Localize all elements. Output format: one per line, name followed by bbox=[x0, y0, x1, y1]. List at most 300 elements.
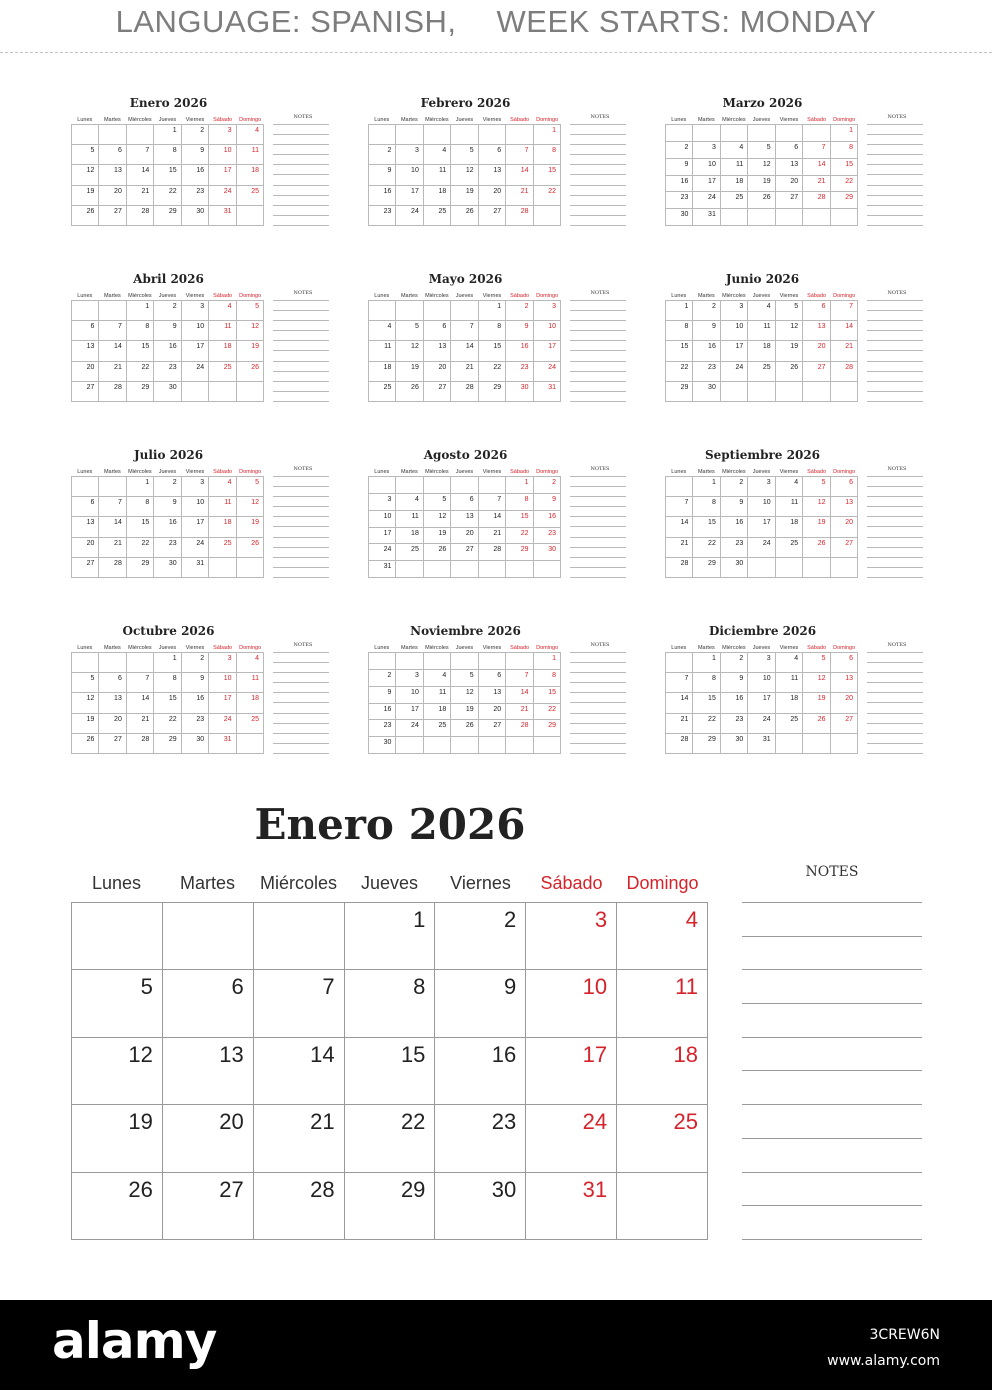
day-cell: 16 bbox=[693, 341, 720, 361]
day-cell: 18 bbox=[424, 186, 451, 206]
day-cell bbox=[163, 903, 254, 970]
day-cell: 8 bbox=[154, 145, 181, 165]
notes-lines bbox=[867, 476, 923, 578]
day-cell: 28 bbox=[99, 382, 126, 402]
day-cell: 6 bbox=[776, 142, 803, 159]
notes-lines bbox=[570, 124, 626, 226]
day-cell: 16 bbox=[182, 165, 209, 185]
weekday-label: Domingo bbox=[536, 469, 559, 475]
day-cell: 29 bbox=[666, 382, 693, 402]
note-line bbox=[867, 300, 923, 301]
day-cell bbox=[451, 737, 478, 754]
note-line bbox=[273, 340, 329, 341]
day-cell: 25 bbox=[396, 544, 423, 561]
month-title: Mayo 2026 bbox=[428, 272, 503, 286]
note-line bbox=[867, 350, 923, 351]
note-line bbox=[570, 371, 626, 372]
day-cell: 27 bbox=[72, 558, 99, 578]
weekday-label: Viernes bbox=[185, 117, 205, 123]
day-cell: 29 bbox=[127, 558, 154, 578]
note-line bbox=[570, 185, 626, 186]
day-cell: 25 bbox=[424, 206, 451, 226]
day-cell: 28 bbox=[479, 544, 506, 561]
day-cell: 11 bbox=[776, 673, 803, 693]
day-cell: 31 bbox=[182, 558, 209, 578]
day-cell: 7 bbox=[99, 497, 126, 517]
day-cell: 18 bbox=[748, 341, 775, 361]
day-cell: 2 bbox=[154, 477, 181, 497]
day-cell: 17 bbox=[748, 693, 775, 713]
day-cell: 15 bbox=[534, 687, 561, 704]
weekday-label: Lunes bbox=[671, 645, 687, 651]
day-cell bbox=[479, 653, 506, 670]
day-cell: 28 bbox=[666, 734, 693, 754]
day-cell: 28 bbox=[506, 720, 533, 737]
day-cell: 21 bbox=[666, 538, 693, 558]
notes-label: NOTES bbox=[293, 466, 313, 472]
alamy-logo: alamy bbox=[52, 1312, 217, 1370]
month-calendar bbox=[368, 272, 626, 412]
day-cell: 6 bbox=[831, 477, 858, 497]
note-line bbox=[273, 496, 329, 497]
notes-lines bbox=[273, 652, 329, 754]
note-line bbox=[570, 215, 626, 216]
day-cell: 26 bbox=[72, 206, 99, 226]
weekday-label: Lunes bbox=[671, 469, 687, 475]
note-line bbox=[273, 134, 329, 135]
month-title: Febrero 2026 bbox=[420, 96, 511, 110]
note-line bbox=[570, 174, 626, 175]
note-line bbox=[570, 577, 626, 578]
note-line bbox=[867, 185, 923, 186]
notes-label: NOTES bbox=[590, 466, 610, 472]
month-grid bbox=[71, 476, 264, 578]
day-cell: 22 bbox=[127, 538, 154, 558]
day-cell: 26 bbox=[72, 734, 99, 754]
day-cell: 4 bbox=[424, 145, 451, 165]
weekday-header bbox=[665, 469, 858, 475]
day-cell bbox=[99, 125, 126, 145]
day-cell: 14 bbox=[127, 165, 154, 185]
day-cell: 3 bbox=[396, 145, 423, 165]
weekday-label: Jueves bbox=[455, 469, 474, 475]
day-cell: 1 bbox=[506, 477, 533, 494]
day-cell: 4 bbox=[237, 653, 264, 673]
day-cell: 29 bbox=[345, 1173, 436, 1240]
day-cell: 9 bbox=[666, 159, 693, 176]
weekday-label: Martes bbox=[697, 293, 715, 299]
note-line bbox=[273, 476, 329, 477]
note-line bbox=[273, 753, 329, 754]
day-cell: 11 bbox=[721, 159, 748, 176]
note-line bbox=[867, 506, 923, 507]
weekday-label: Martes bbox=[103, 293, 121, 299]
day-cell: 11 bbox=[209, 497, 236, 517]
note-line bbox=[273, 215, 329, 216]
day-cell: 18 bbox=[617, 1038, 708, 1105]
day-cell: 3 bbox=[526, 903, 617, 970]
day-cell bbox=[617, 1173, 708, 1240]
day-cell: 15 bbox=[506, 511, 533, 528]
day-cell: 27 bbox=[479, 206, 506, 226]
note-line bbox=[867, 381, 923, 382]
day-cell: 20 bbox=[163, 1105, 254, 1172]
day-cell: 12 bbox=[776, 321, 803, 341]
note-line bbox=[570, 506, 626, 507]
day-cell: 9 bbox=[154, 497, 181, 517]
note-line bbox=[273, 567, 329, 568]
day-cell: 25 bbox=[776, 538, 803, 558]
note-line bbox=[570, 225, 626, 226]
note-line bbox=[867, 672, 923, 673]
day-cell: 10 bbox=[534, 321, 561, 341]
day-cell: 16 bbox=[721, 693, 748, 713]
weekday-label: Miércoles bbox=[722, 293, 746, 299]
day-cell bbox=[831, 209, 858, 226]
note-line bbox=[273, 401, 329, 402]
day-cell: 22 bbox=[479, 362, 506, 382]
day-cell: 6 bbox=[479, 670, 506, 687]
day-cell: 1 bbox=[127, 477, 154, 497]
day-cell: 5 bbox=[72, 673, 99, 693]
day-cell bbox=[254, 903, 345, 970]
day-cell: 22 bbox=[534, 704, 561, 721]
day-cell bbox=[534, 561, 561, 578]
day-cell: 30 bbox=[182, 206, 209, 226]
day-cell bbox=[748, 125, 775, 142]
day-cell: 13 bbox=[803, 321, 830, 341]
weekday-label: Viernes bbox=[185, 645, 205, 651]
day-cell: 17 bbox=[182, 341, 209, 361]
day-cell: 22 bbox=[127, 362, 154, 382]
note-line bbox=[570, 526, 626, 527]
day-cell: 8 bbox=[666, 321, 693, 341]
day-cell: 9 bbox=[369, 165, 396, 185]
weekday-label: Jueves bbox=[752, 293, 771, 299]
day-cell bbox=[506, 653, 533, 670]
note-line bbox=[273, 537, 329, 538]
day-cell: 13 bbox=[424, 341, 451, 361]
day-cell: 12 bbox=[803, 497, 830, 517]
day-cell bbox=[748, 209, 775, 226]
day-cell: 26 bbox=[72, 1173, 163, 1240]
note-line bbox=[867, 496, 923, 497]
day-cell: 19 bbox=[72, 714, 99, 734]
month-title: Diciembre 2026 bbox=[708, 624, 817, 638]
note-line bbox=[570, 361, 626, 362]
day-cell: 23 bbox=[721, 714, 748, 734]
day-cell: 26 bbox=[748, 192, 775, 209]
day-cell bbox=[721, 382, 748, 402]
day-cell: 3 bbox=[748, 477, 775, 497]
day-cell: 24 bbox=[534, 362, 561, 382]
day-cell bbox=[534, 737, 561, 754]
day-cell: 29 bbox=[693, 558, 720, 578]
day-cell: 7 bbox=[99, 321, 126, 341]
day-cell: 7 bbox=[127, 145, 154, 165]
day-cell: 17 bbox=[748, 517, 775, 537]
day-cell: 20 bbox=[99, 714, 126, 734]
day-cell: 23 bbox=[435, 1105, 526, 1172]
notes-lines bbox=[867, 300, 923, 402]
day-cell: 9 bbox=[154, 321, 181, 341]
day-cell: 10 bbox=[396, 687, 423, 704]
note-line bbox=[273, 300, 329, 301]
day-cell: 8 bbox=[127, 497, 154, 517]
day-cell bbox=[831, 558, 858, 578]
note-line bbox=[742, 1070, 922, 1071]
day-cell bbox=[396, 737, 423, 754]
day-cell: 29 bbox=[831, 192, 858, 209]
weekday-label: Jueves bbox=[752, 645, 771, 651]
note-line bbox=[867, 391, 923, 392]
day-cell bbox=[237, 382, 264, 402]
note-line bbox=[867, 733, 923, 734]
day-cell: 30 bbox=[435, 1173, 526, 1240]
day-cell: 16 bbox=[154, 341, 181, 361]
day-cell bbox=[99, 477, 126, 497]
day-cell: 21 bbox=[803, 176, 830, 193]
day-cell: 1 bbox=[534, 653, 561, 670]
weekday-header bbox=[71, 117, 264, 123]
day-cell bbox=[424, 653, 451, 670]
weekday-label: Viernes bbox=[779, 117, 799, 123]
note-line bbox=[742, 1037, 922, 1038]
note-line bbox=[273, 702, 329, 703]
day-cell: 3 bbox=[396, 670, 423, 687]
weekday-label: Jueves bbox=[158, 293, 177, 299]
day-cell: 22 bbox=[693, 714, 720, 734]
day-cell: 7 bbox=[451, 321, 478, 341]
note-line bbox=[570, 692, 626, 693]
day-cell: 28 bbox=[666, 558, 693, 578]
day-cell: 3 bbox=[721, 301, 748, 321]
note-line bbox=[867, 401, 923, 402]
day-cell bbox=[803, 125, 830, 142]
day-cell: 4 bbox=[209, 301, 236, 321]
day-cell bbox=[831, 382, 858, 402]
day-cell: 24 bbox=[748, 538, 775, 558]
day-cell: 24 bbox=[721, 362, 748, 382]
day-cell: 20 bbox=[479, 186, 506, 206]
note-line bbox=[273, 713, 329, 714]
day-cell: 19 bbox=[424, 528, 451, 545]
day-cell: 17 bbox=[693, 176, 720, 193]
day-cell: 11 bbox=[369, 341, 396, 361]
day-cell: 8 bbox=[127, 321, 154, 341]
day-cell: 5 bbox=[451, 145, 478, 165]
day-cell: 13 bbox=[163, 1038, 254, 1105]
day-cell bbox=[99, 653, 126, 673]
note-line bbox=[742, 1172, 922, 1173]
day-cell: 25 bbox=[237, 714, 264, 734]
month-grid bbox=[71, 652, 264, 754]
weekday-label: Martes bbox=[697, 469, 715, 475]
day-cell: 20 bbox=[451, 528, 478, 545]
day-cell: 29 bbox=[154, 734, 181, 754]
day-cell bbox=[72, 653, 99, 673]
day-cell: 17 bbox=[396, 186, 423, 206]
site-url: www.alamy.com bbox=[827, 1353, 940, 1369]
month-calendar bbox=[665, 272, 923, 412]
day-cell: 6 bbox=[163, 970, 254, 1037]
notes-lines bbox=[273, 300, 329, 402]
day-cell: 5 bbox=[748, 142, 775, 159]
day-cell: 26 bbox=[803, 538, 830, 558]
day-cell: 19 bbox=[776, 341, 803, 361]
notes-lines bbox=[867, 124, 923, 226]
day-cell: 24 bbox=[396, 206, 423, 226]
month-title: Abril 2026 bbox=[133, 272, 204, 286]
weekday-label: Viernes bbox=[482, 293, 502, 299]
note-line bbox=[273, 205, 329, 206]
day-cell bbox=[693, 125, 720, 142]
note-line bbox=[570, 537, 626, 538]
day-cell bbox=[666, 477, 693, 497]
weekday-label: Miércoles bbox=[128, 469, 152, 475]
weekday-label: Miércoles bbox=[722, 469, 746, 475]
notes-lines bbox=[570, 652, 626, 754]
day-cell: 6 bbox=[424, 321, 451, 341]
note-line bbox=[273, 391, 329, 392]
weekday-label: Miércoles bbox=[425, 293, 449, 299]
day-cell: 25 bbox=[369, 382, 396, 402]
weekday-label: Martes bbox=[103, 469, 121, 475]
note-line bbox=[570, 164, 626, 165]
weekday-label: Viernes bbox=[482, 469, 502, 475]
day-cell bbox=[479, 561, 506, 578]
day-cell: 15 bbox=[666, 341, 693, 361]
day-cell: 10 bbox=[369, 511, 396, 528]
day-cell: 2 bbox=[154, 301, 181, 321]
day-cell: 20 bbox=[831, 517, 858, 537]
day-cell: 21 bbox=[666, 714, 693, 734]
day-cell: 15 bbox=[345, 1038, 436, 1105]
weekday-label: Domingo bbox=[626, 873, 699, 893]
day-cell: 9 bbox=[721, 673, 748, 693]
weekday-label: Lunes bbox=[77, 117, 93, 123]
day-cell: 2 bbox=[435, 903, 526, 970]
day-cell bbox=[479, 125, 506, 145]
note-line bbox=[867, 662, 923, 663]
weekday-label: Lunes bbox=[77, 293, 93, 299]
note-line bbox=[867, 516, 923, 517]
weekday-label: Domingo bbox=[833, 469, 856, 475]
weekday-label: Miércoles bbox=[259, 873, 338, 893]
weekday-header bbox=[368, 645, 561, 651]
day-cell: 14 bbox=[666, 693, 693, 713]
day-cell: 12 bbox=[72, 693, 99, 713]
notes-label: NOTES bbox=[590, 114, 610, 120]
day-cell: 16 bbox=[666, 176, 693, 193]
day-cell: 24 bbox=[182, 538, 209, 558]
notes-lines bbox=[273, 124, 329, 226]
day-cell: 29 bbox=[534, 720, 561, 737]
month-grid bbox=[368, 300, 561, 402]
month-calendar bbox=[368, 624, 626, 764]
month-grid bbox=[368, 652, 561, 754]
featured-notes-lines bbox=[742, 902, 922, 1240]
note-line bbox=[867, 330, 923, 331]
day-cell: 9 bbox=[182, 673, 209, 693]
day-cell: 31 bbox=[209, 206, 236, 226]
weekday-label: Domingo bbox=[833, 293, 856, 299]
day-cell: 16 bbox=[435, 1038, 526, 1105]
day-cell bbox=[72, 477, 99, 497]
day-cell: 6 bbox=[803, 301, 830, 321]
day-cell: 7 bbox=[479, 494, 506, 511]
note-line bbox=[273, 692, 329, 693]
month-title: Junio 2026 bbox=[725, 272, 800, 286]
week-start-label: WEEK STARTS: MONDAY bbox=[496, 4, 877, 39]
weekday-label: Jueves bbox=[360, 873, 419, 893]
day-cell: 7 bbox=[506, 145, 533, 165]
day-cell: 4 bbox=[776, 653, 803, 673]
note-line bbox=[867, 361, 923, 362]
day-cell: 13 bbox=[72, 517, 99, 537]
day-cell: 23 bbox=[154, 362, 181, 382]
day-cell: 5 bbox=[451, 670, 478, 687]
month-title: Enero 2026 bbox=[129, 96, 208, 110]
weekday-label: Miércoles bbox=[722, 117, 746, 123]
weekday-label: Jueves bbox=[752, 117, 771, 123]
weekday-label: Viernes bbox=[450, 873, 511, 893]
day-cell: 8 bbox=[534, 145, 561, 165]
day-cell: 21 bbox=[831, 341, 858, 361]
day-cell bbox=[831, 734, 858, 754]
weekday-label: Jueves bbox=[158, 469, 177, 475]
month-calendar bbox=[71, 272, 329, 412]
note-line bbox=[867, 713, 923, 714]
weekday-label: Jueves bbox=[752, 469, 771, 475]
day-cell: 12 bbox=[451, 165, 478, 185]
weekday-label: Domingo bbox=[239, 645, 262, 651]
day-cell: 30 bbox=[721, 558, 748, 578]
day-cell: 6 bbox=[72, 497, 99, 517]
page-header bbox=[0, 4, 992, 40]
day-cell: 4 bbox=[237, 125, 264, 145]
note-line bbox=[273, 350, 329, 351]
day-cell bbox=[127, 125, 154, 145]
weekday-label: Martes bbox=[697, 117, 715, 123]
day-cell: 4 bbox=[369, 321, 396, 341]
day-cell: 13 bbox=[479, 165, 506, 185]
day-cell: 16 bbox=[369, 704, 396, 721]
notes-lines bbox=[570, 300, 626, 402]
note-line bbox=[273, 124, 329, 125]
weekday-label: Domingo bbox=[239, 469, 262, 475]
day-cell: 21 bbox=[506, 704, 533, 721]
day-cell: 28 bbox=[506, 206, 533, 226]
note-line bbox=[570, 567, 626, 568]
day-cell: 25 bbox=[776, 714, 803, 734]
day-cell bbox=[369, 477, 396, 494]
day-cell: 9 bbox=[534, 494, 561, 511]
weekday-label: Martes bbox=[103, 645, 121, 651]
weekday-label: Sábado bbox=[510, 117, 530, 123]
month-title: Noviembre 2026 bbox=[410, 624, 521, 638]
day-cell: 12 bbox=[237, 497, 264, 517]
day-cell: 26 bbox=[237, 538, 264, 558]
day-cell: 16 bbox=[721, 517, 748, 537]
weekday-label: Sábado bbox=[213, 469, 233, 475]
weekday-label: Domingo bbox=[536, 645, 559, 651]
month-title: Agosto 2026 bbox=[423, 448, 508, 462]
note-line bbox=[570, 516, 626, 517]
note-line bbox=[742, 969, 922, 970]
note-line bbox=[273, 330, 329, 331]
day-cell: 26 bbox=[424, 544, 451, 561]
